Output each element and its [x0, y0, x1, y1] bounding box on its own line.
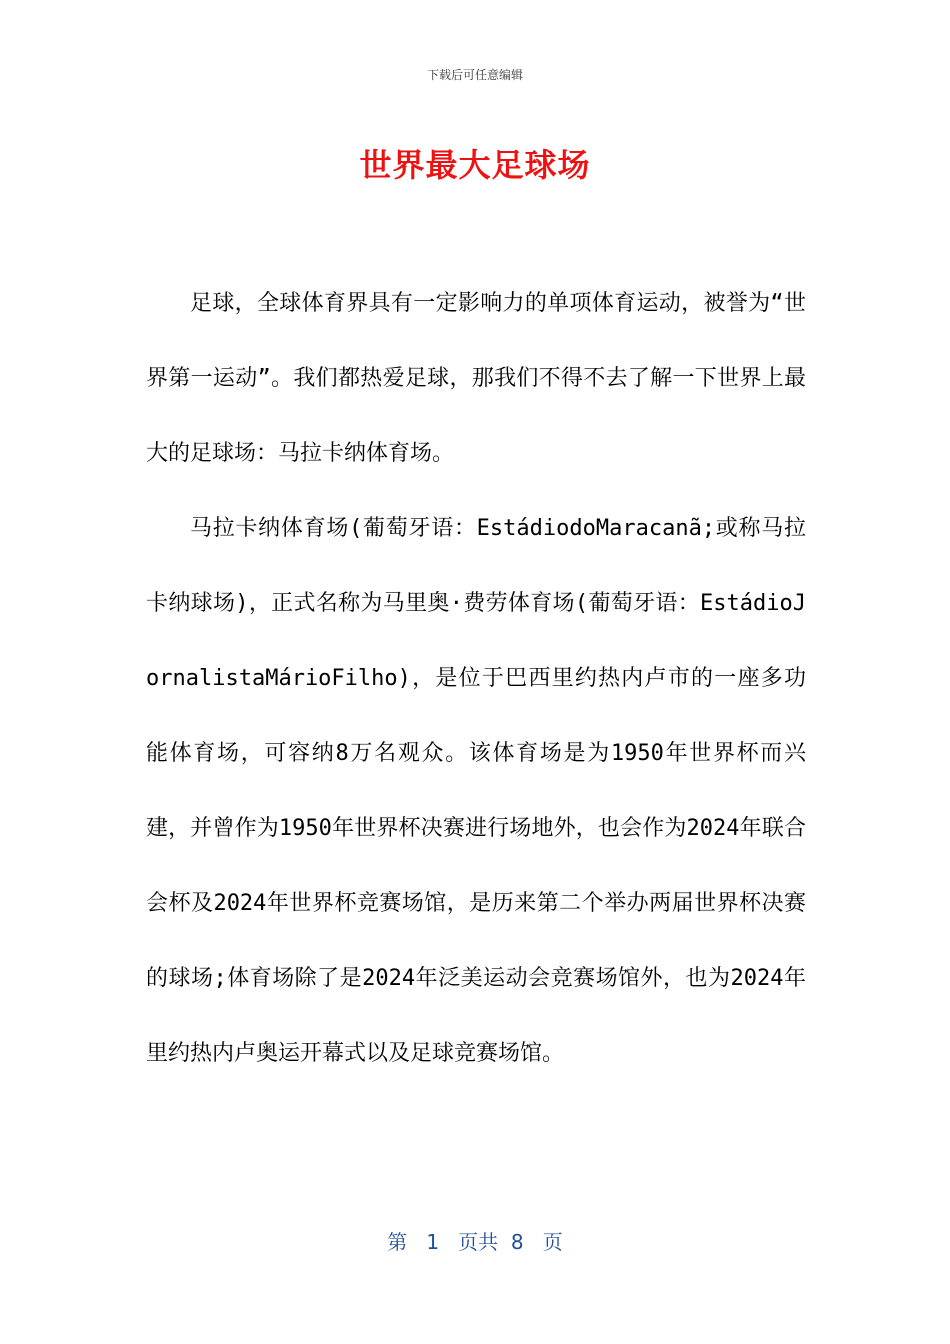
- page-label-mid: 页共: [458, 1230, 499, 1254]
- current-page-number: 1: [426, 1230, 440, 1254]
- header-note: 下载后可任意编辑: [426, 68, 523, 82]
- total-pages-number: 8: [510, 1230, 524, 1254]
- paragraph-stadium-details: 马拉卡纳体育场(葡萄牙语：EstádiodoMaracanã;或称马拉卡纳球场)，正式名称为马里奥·费劳体育场(葡萄牙语：EstádioJornalistaMárioFilho)，是位于巴西里约热内卢市的一座多功能体育场，可容纳8万名观众。该体育场是为1950年世界杯而兴建，并曾作为1950年世界杯决赛进行场地外，也会作为2024年联合会杯及2024年世界杯竞赛场馆，是历来第二个举办两届世界杯决赛的球场;体育场除了是2024年泛美运动会竞赛场馆外，也为2024年里约热内卢奥运开幕式以及足球竞赛场馆。: [146, 516, 806, 1066]
- page-label-prefix: 第: [387, 1230, 408, 1254]
- paragraph-intro: 足球，全球体育界具有一定影响力的单项体育运动，被誉为“世界第一运动”。我们都热爱足球，那我们不得不去了解一下世界上最大的足球场：马拉卡纳体育场。: [146, 291, 806, 466]
- document-body: [146, 266, 806, 1091]
- page-footer: [0, 1226, 950, 1255]
- page-label-suffix: 页: [542, 1230, 563, 1254]
- document-title: 世界最大足球场: [359, 146, 591, 184]
